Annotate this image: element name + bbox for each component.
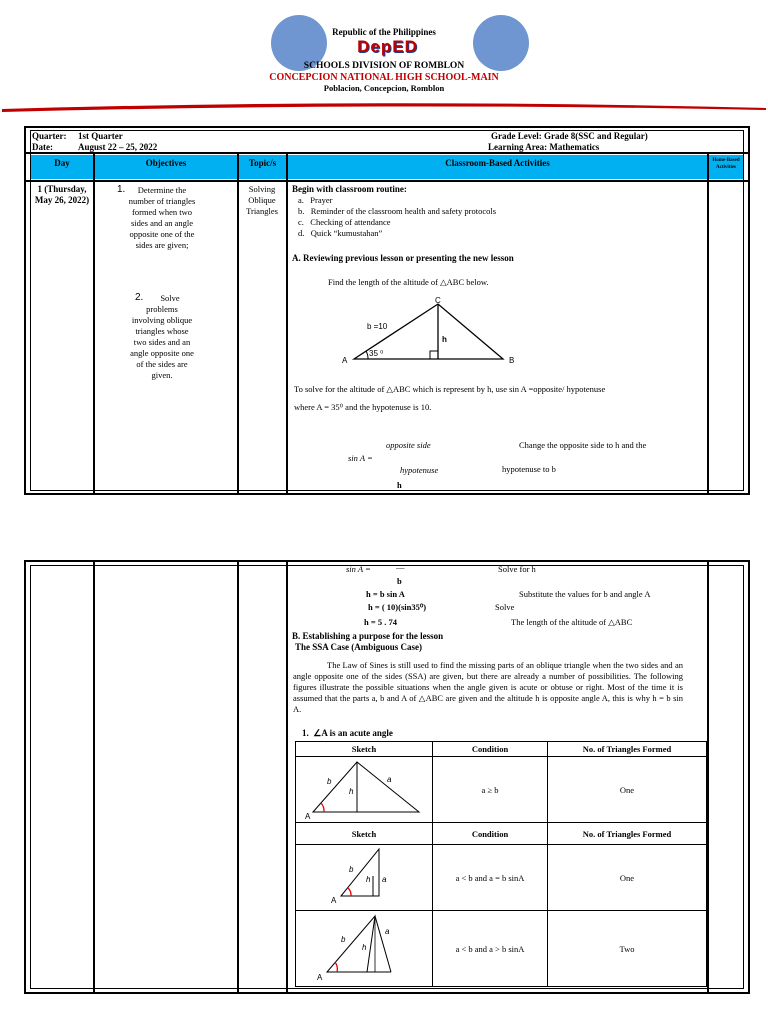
condition-cell: a ≥ b [433, 757, 548, 823]
section-b-heading: B. Establishing a purpose for the lesson [292, 631, 444, 641]
condition-cell: a < b and a = b sinA [433, 845, 548, 911]
case-1-text: ∠A is an acute angle [313, 728, 393, 738]
case-1-heading [302, 728, 393, 739]
count-cell: One [548, 757, 707, 823]
header-address: Poblacion, Concepcion, Romblon [323, 83, 445, 93]
section-a-heading: A. Reviewing previous lesson or presenting the new lesson [292, 253, 514, 263]
routine-item: c. Checking of attendance [298, 217, 391, 227]
eq-opposite-side: opposite side [386, 440, 431, 450]
routine-item: d. Quick “kumustahan” [298, 228, 383, 238]
solve-text-1: To solve for the altitude of △ABC which is represent by h, use sin A =opposite/ hypotenuse [294, 384, 606, 394]
th-sketch: Sketch [296, 823, 433, 845]
objective-1-number: 1. [117, 184, 126, 195]
sketch-label: h [362, 942, 367, 952]
sketch-label: A [305, 811, 311, 820]
p2-sin-a: sin A = [346, 564, 371, 574]
sketch-cell [296, 845, 433, 911]
date-value: August 22 – 25, 2022 [78, 142, 158, 152]
side-b-label: b =10 [367, 322, 388, 331]
count-cell: One [548, 845, 707, 911]
th-count: No. of Triangles Formed [548, 742, 707, 757]
sketch-acute-two [299, 912, 429, 984]
p2-note1: Substitute the values for b and angle A [519, 589, 651, 599]
sketch-cell [296, 911, 433, 987]
sketch-label: A [331, 895, 337, 905]
altitude-h-label: h [442, 335, 447, 344]
routine-list [298, 195, 496, 239]
th-condition: Condition [433, 742, 548, 757]
sketch-acute-right [299, 846, 429, 908]
angle-35-label: 35 ⁰ [369, 349, 384, 358]
eq-h: h [397, 480, 402, 490]
change-note-1: Change the opposite side to h and the [519, 440, 647, 450]
sketch-cell [296, 757, 433, 823]
col-topic: Topic/s [248, 158, 277, 168]
quarter-value: 1st Quarter [78, 131, 123, 141]
p2-b: b [397, 576, 402, 586]
vertex-c-label: C [435, 296, 441, 305]
sketch-label: b [349, 864, 354, 874]
vertex-a-label: A [342, 356, 348, 365]
col-day: Day [54, 158, 70, 168]
th-condition: Condition [433, 823, 548, 845]
vertex-b-label: B [509, 356, 515, 365]
p2-eq1: h = b sin A [366, 589, 405, 599]
quarter-label: Quarter: [32, 131, 67, 141]
topic-cell: Solving Oblique Triangles [246, 184, 278, 216]
objective-2: Solve problems involving oblique triangles whose two sides and an angle opposite one of the sides are given. [130, 293, 194, 380]
p2-note2: Solve [495, 602, 515, 612]
eq-sin-a: sin A = [348, 453, 373, 463]
th-count: No. of Triangles Formed [548, 823, 707, 845]
header-division: SCHOOLS DIVISION OF ROMBLON [303, 61, 465, 71]
triangle-abc-diagram [338, 294, 528, 369]
p2-eq3: h = 5 . 74 [364, 617, 397, 627]
sketch-acute-one [299, 758, 429, 820]
th-sketch: Sketch [296, 742, 433, 757]
deped-logo: DepED [357, 37, 418, 56]
condition-cell: a < b and a > b sinA [433, 911, 548, 987]
p2-dash: — [396, 562, 405, 572]
day-cell: 1 (Thursday, May 26, 2022) [34, 184, 90, 205]
header-republic: Republic of the Philippines [332, 27, 436, 37]
routine-item: b. Reminder of the classroom health and safety protocols [298, 206, 497, 216]
sketch-label: h [366, 874, 371, 884]
p2-eq2: h = ( 10)(sin35⁰) [368, 602, 427, 612]
sketch-label: a [387, 774, 392, 784]
routine-item: a. Prayer [298, 195, 333, 205]
sketch-label: h [349, 786, 354, 796]
solve-text-2: where A = 35⁰ and the hypotenuse is 10. [294, 402, 432, 412]
p2-note3: The length of the altitude of △ABC [511, 617, 633, 627]
sketch-label: b [327, 776, 332, 786]
eq-hypotenuse: hypotenuse [400, 465, 439, 475]
header-school: CONCEPCION NATIONAL HIGH SCHOOL-MAIN [269, 72, 499, 83]
col-objectives: Objectives [145, 158, 187, 168]
col-activities: Classroom-Based Activities [445, 158, 550, 168]
grade-level: Grade Level: Grade 8(SSC and Regular) [491, 131, 648, 141]
objective-1: Determine the number of triangles formed when two sides and an angle opposite one of the sides are given; [128, 185, 196, 250]
sketch-label: A [317, 972, 323, 982]
sketch-label: a [382, 874, 387, 884]
ssa-title: The SSA Case (Ambiguous Case) [295, 642, 423, 652]
find-altitude-text: Find the length of the altitude of △ABC below. [328, 277, 489, 287]
ssa-cases-table [295, 741, 707, 987]
count-cell: Two [548, 911, 707, 987]
law-of-sines-paragraph: The Law of Sines is still used to find the missing parts of an oblique triangle when the two sides and an angle opposite one of the sides (SSA) are given, but there are already a number of possibilities. The following figures illustrate the possible situations when the angle given is acute or obtuse or right. Most of the time it is assumed that the parts a, b and A of △ABC are given and the altitude h is opposite angle A, this is why h = b sin A. [293, 660, 683, 714]
p2-solve-for-h: Solve for h [498, 564, 536, 574]
routine-title: Begin with classroom routine: [292, 184, 407, 194]
col-home: Home-Based Activities [712, 158, 740, 170]
sketch-label: a [385, 926, 390, 936]
objective-2-number: 2. [135, 292, 144, 303]
learning-area: Learning Area: Mathematics [488, 142, 600, 152]
case-1-number: 1. [302, 728, 309, 738]
header-divider [0, 96, 768, 116]
date-label: Date: [32, 142, 53, 152]
sketch-label: b [341, 934, 346, 944]
change-note-2: hypotenuse to b [502, 464, 556, 474]
